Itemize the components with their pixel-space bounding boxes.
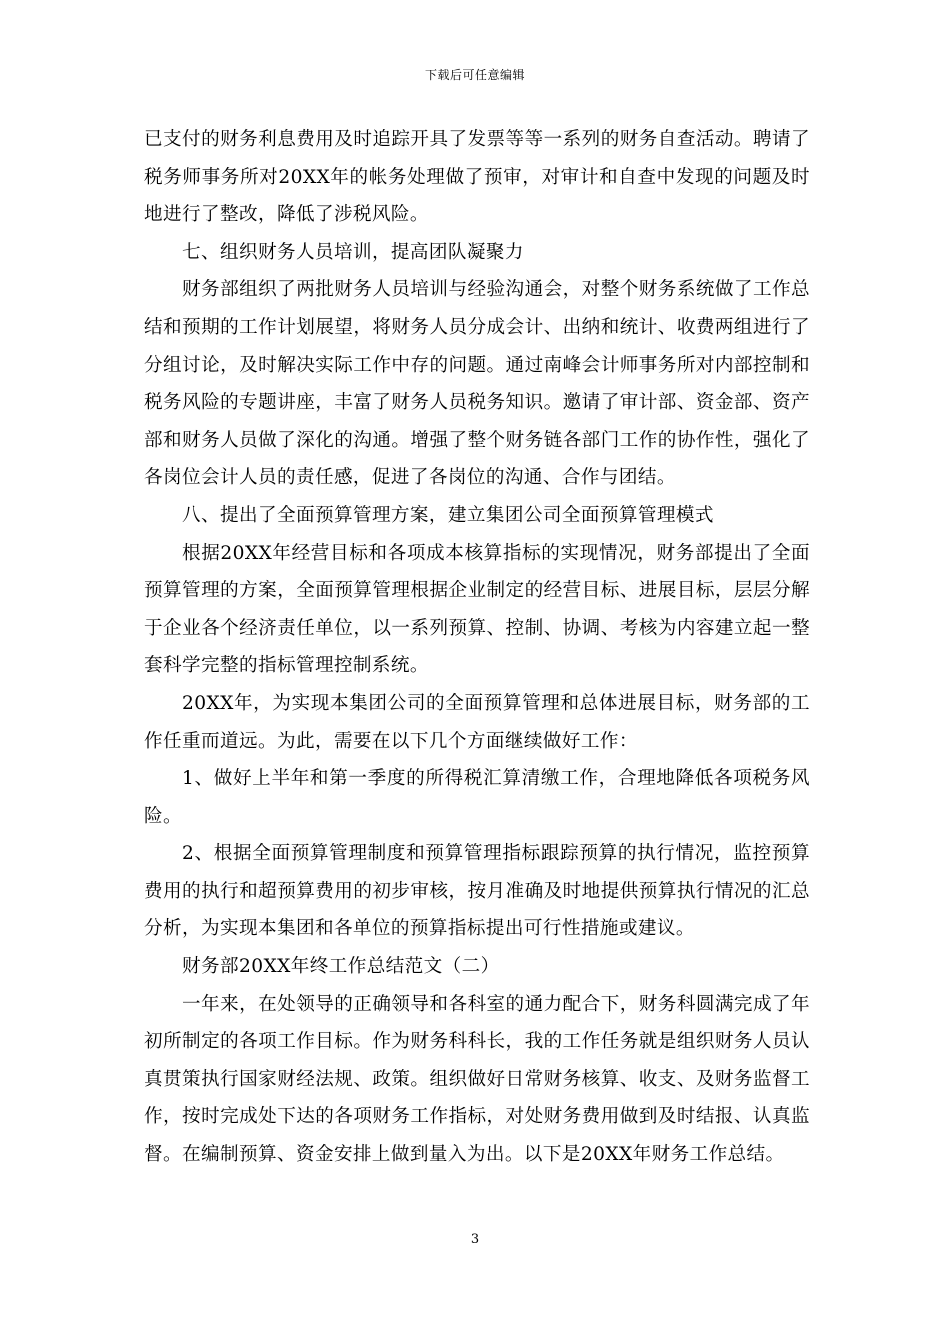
section-title-part-2: 财务部20XX年终工作总结范文（二） bbox=[182, 956, 500, 978]
paragraph-annual-summary: 一年来，在处领导的正确领导和各科室的通力配合下，财务科圆满完成了年初所制定的各项工作目标。作为财务科科长，我的工作任务就是组织财务人员认真贯策执行国家财经法规、政策。组织做好日常财务核算、收支、及财务监督工作，按时完成处下达的各项财务工作指标，对处财务费用做到及时结报、认真监督。在编制预算、资金安排上做到量入为出。以下是20XX年财务工作总结。 bbox=[144, 993, 810, 1166]
paragraph-next-year: 20XX年，为实现本集团公司的全面预算管理和总体进展目标，财务部的工作任重而道远。为此，需要在以下几个方面继续做好工作： bbox=[144, 692, 810, 752]
list-item-2: 2、根据全面预算管理制度和预算管理指标跟踪预算的执行情况，监控预算费用的执行和超预算费用的初步审核，按月准确及时地提供预算执行情况的汇总分析，为实现本集团和各单位的预算指标提出可行性措施或建议。 bbox=[144, 843, 810, 940]
section-heading-7: 七、组织财务人员培训，提高团队凝聚力 bbox=[182, 241, 524, 263]
paragraph-continuation: 已支付的财务利息费用及时追踪开具了发票等等一系列的财务自查活动。聘请了税务师事务所对20XX年的帐务处理做了预审，对审计和自查中发现的问题及时地进行了整改，降低了涉税风险。 bbox=[144, 129, 810, 226]
page-header: 下载后可任意编辑 bbox=[424, 68, 525, 82]
page-number: 3 bbox=[470, 1232, 480, 1247]
section-heading-8: 八、提出了全面预算管理方案，建立集团公司全面预算管理模式 bbox=[182, 504, 714, 526]
paragraph-budget-plan: 根据20XX年经营目标和各项成本核算指标的实现情况，财务部提出了全面预算管理的方案，全面预算管理根据企业制定的经营目标、进展目标，层层分解于企业各个经济责任单位，以一系列预算、控制、协调、考核为内容建立起一整套科学完整的指标管理控制系统。 bbox=[144, 542, 810, 677]
paragraph-training: 财务部组织了两批财务人员培训与经验沟通会，对整个财务系统做了工作总结和预期的工作计划展望，将财务人员分成会计、出纳和统计、收费两组进行了分组讨论，及时解决实际工作中存的问题。通过南峰会计师事务所对内部控制和税务风险的专题讲座，丰富了财务人员税务知识。邀请了审计部、资金部、资产部和财务人员做了深化的沟通。增强了整个财务链各部门工作的协作性，强化了各岗位会计人员的责任感，促进了各岗位的沟通、合作与团结。 bbox=[144, 279, 810, 489]
document-body bbox=[144, 121, 810, 1174]
list-item-1: 1、做好上半年和第一季度的所得税汇算清缴工作，合理地降低各项税务风险。 bbox=[144, 768, 810, 827]
